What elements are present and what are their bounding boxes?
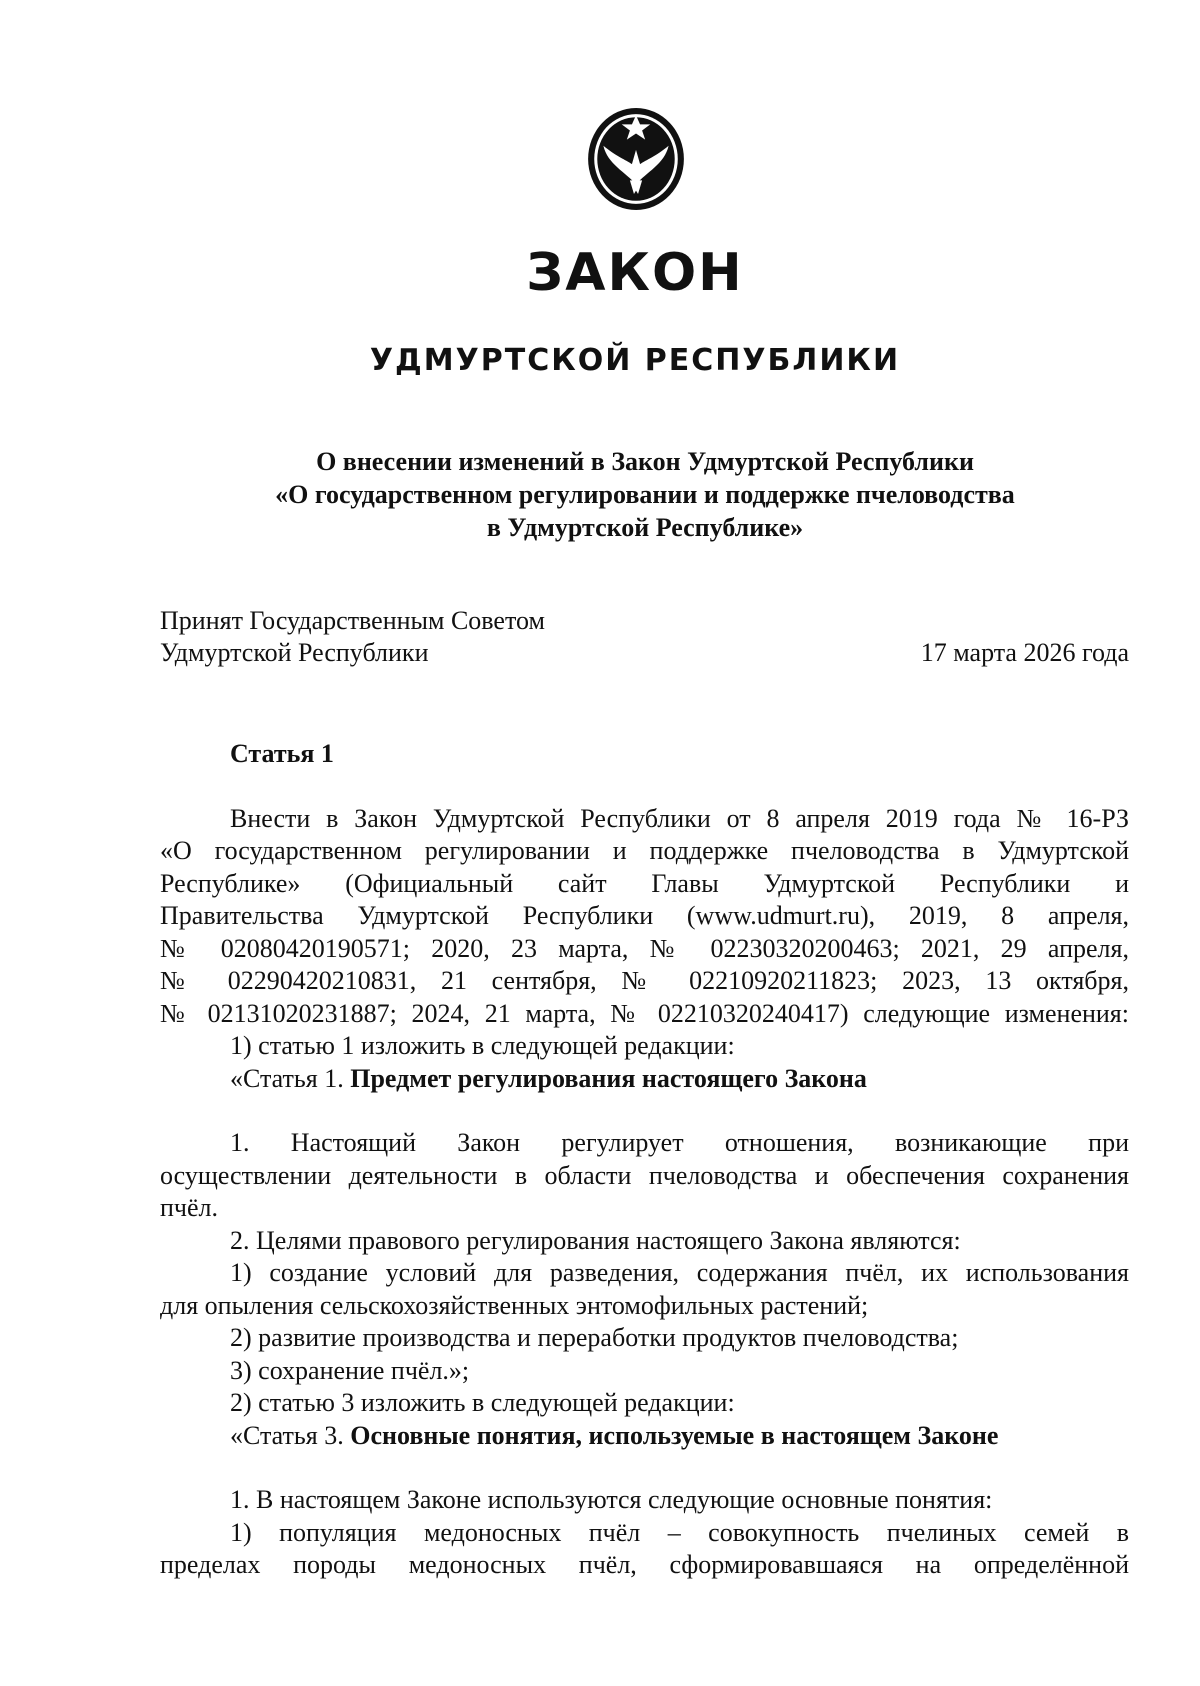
article-prefix: «Статья 1. [230,1063,344,1093]
text-line: 1) популяция медоносных пчёл – совокупность пчелиных семей в [230,1517,1129,1547]
text-line: № 02290420210831, 21 сентября, № 02210920211823; 2023, 13 октября, [160,966,1129,995]
text-line: 2. Целями правового регулирования настоящего Закона являются: [230,1225,961,1255]
subject-line: «О государственном регулировании и поддержке пчеловодства [275,480,1015,509]
republic-title: УДМУРТСКОЙ РЕСПУБЛИКИ [369,343,901,378]
text-line: Внести в Закон Удмуртской Республики от 8 апреля 2019 года № 16-РЗ [230,803,1129,833]
text-line: № 02080420190571; 2020, 23 марта, № 02230320200463; 2021, 29 апреля, [160,933,1129,963]
text-line: осуществлении деятельности в области пчеловодства и обеспечения сохранения [160,1160,1129,1190]
udmurt-emblem-icon [585,105,687,213]
text-line: «О государственном регулировании и поддержке пчеловодства в Удмуртской [160,836,1129,865]
article-title: Основные понятия, используемые в настоящем Законе [350,1420,999,1450]
article-title: Предмет регулирования настоящего Закона [350,1063,867,1093]
text-line: 3) сохранение пчёл.»; [230,1355,470,1385]
document-body [160,738,1129,1582]
article-prefix: «Статья 3. [230,1420,344,1450]
text-line: 1. В настоящем Законе используются следующие основные понятия: [230,1485,993,1514]
text-line: 1. Настоящий Закон регулирует отношения, возникающие при [230,1128,1129,1157]
text-line: пределах породы медоносных пчёл, сформировавшаяся на определённой [160,1550,1129,1579]
subject-line: в Удмуртской Республике» [486,513,804,542]
law-subject [160,445,1130,544]
article-quote-heading [160,1063,1129,1096]
text-line: 1) создание условий для разведения, содержания пчёл, их использования [230,1258,1129,1287]
list-item: 2) статью 3 изложить в следующей редакции: [230,1388,735,1417]
text-line: Правительства Удмуртской Республики (www.udmurt.ru), 2019, 8 апреля, [160,901,1129,930]
article-heading: Статья 1 [230,739,334,768]
text-line: Республике» (Официальный сайт Главы Удмуртской Республики и [160,868,1129,898]
text-line: 2) развитие производства и переработки продуктов пчеловодства; [230,1323,959,1352]
list-item: 1) статью 1 изложить в следующей редакции: [230,1031,735,1060]
text-line: пчёл. [160,1193,219,1222]
adoption-info [160,605,545,669]
article-quote-heading [160,1420,1129,1453]
text-line: № 02131020231887; 2024, 21 марта, № 02210320240417) следующие изменения: [160,998,1129,1028]
adoption-date: 17 марта 2026 года [920,638,1129,667]
text-line: для опыления сельскохозяйственных энтомофильных растений; [160,1290,869,1320]
law-title: ЗАКОН [526,243,744,303]
adoption-line: Принят Государственным Советом [160,606,545,635]
subject-line: О внесении изменений в Закон Удмуртской Республики [316,447,974,476]
adoption-line: Удмуртской Республики [160,638,429,667]
